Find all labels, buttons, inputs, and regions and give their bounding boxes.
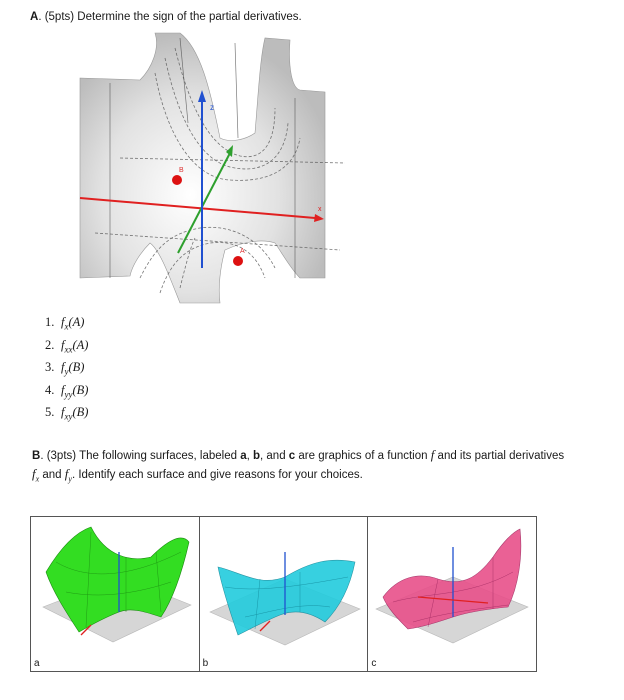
surface-c-graphic	[368, 517, 536, 671]
surface-label-b: b	[202, 658, 209, 669]
point-b-label: B	[179, 167, 184, 174]
z-axis-label: z	[210, 103, 214, 112]
x-axis-label: x	[318, 206, 322, 213]
partial-item: 1. $f_x(A)$	[45, 315, 85, 332]
part-b-paragraph: B. (3pts) The following surfaces, labeled a, b, and c are graphics of a function f and its partial derivatives $f_x$ and $f_y$. Identify each surface and give reasons for your choices.	[32, 447, 565, 484]
partial-item: 4. $f_{yy}(B)$	[45, 382, 89, 399]
surface-figure-a	[60, 28, 350, 308]
point-a-label: A	[240, 248, 245, 255]
point-a-marker	[233, 256, 243, 266]
part-a-letter: A	[30, 11, 39, 23]
surface-b-graphic	[200, 517, 368, 671]
surface-panel-b	[200, 517, 369, 671]
surface-a-graphic	[31, 517, 199, 671]
surface-panel-c	[368, 517, 536, 671]
surface-label-a: a	[34, 658, 40, 669]
partials-list	[45, 313, 88, 426]
part-a-heading	[30, 11, 302, 23]
saddle-surface	[80, 33, 345, 303]
partial-item: 3. $f_y(B)$	[45, 360, 85, 377]
partial-item: 2. $f_{xx}(A)$	[45, 337, 89, 354]
surface-label-c: c	[371, 658, 377, 669]
point-b-marker	[172, 175, 182, 185]
surface-panels	[30, 516, 537, 672]
surface-panel-a	[31, 517, 200, 671]
partial-item: 5. $f_{xy}(B)$	[45, 405, 89, 422]
part-a-text: . (5pts) Determine the sign of the partial derivatives.	[38, 11, 302, 23]
